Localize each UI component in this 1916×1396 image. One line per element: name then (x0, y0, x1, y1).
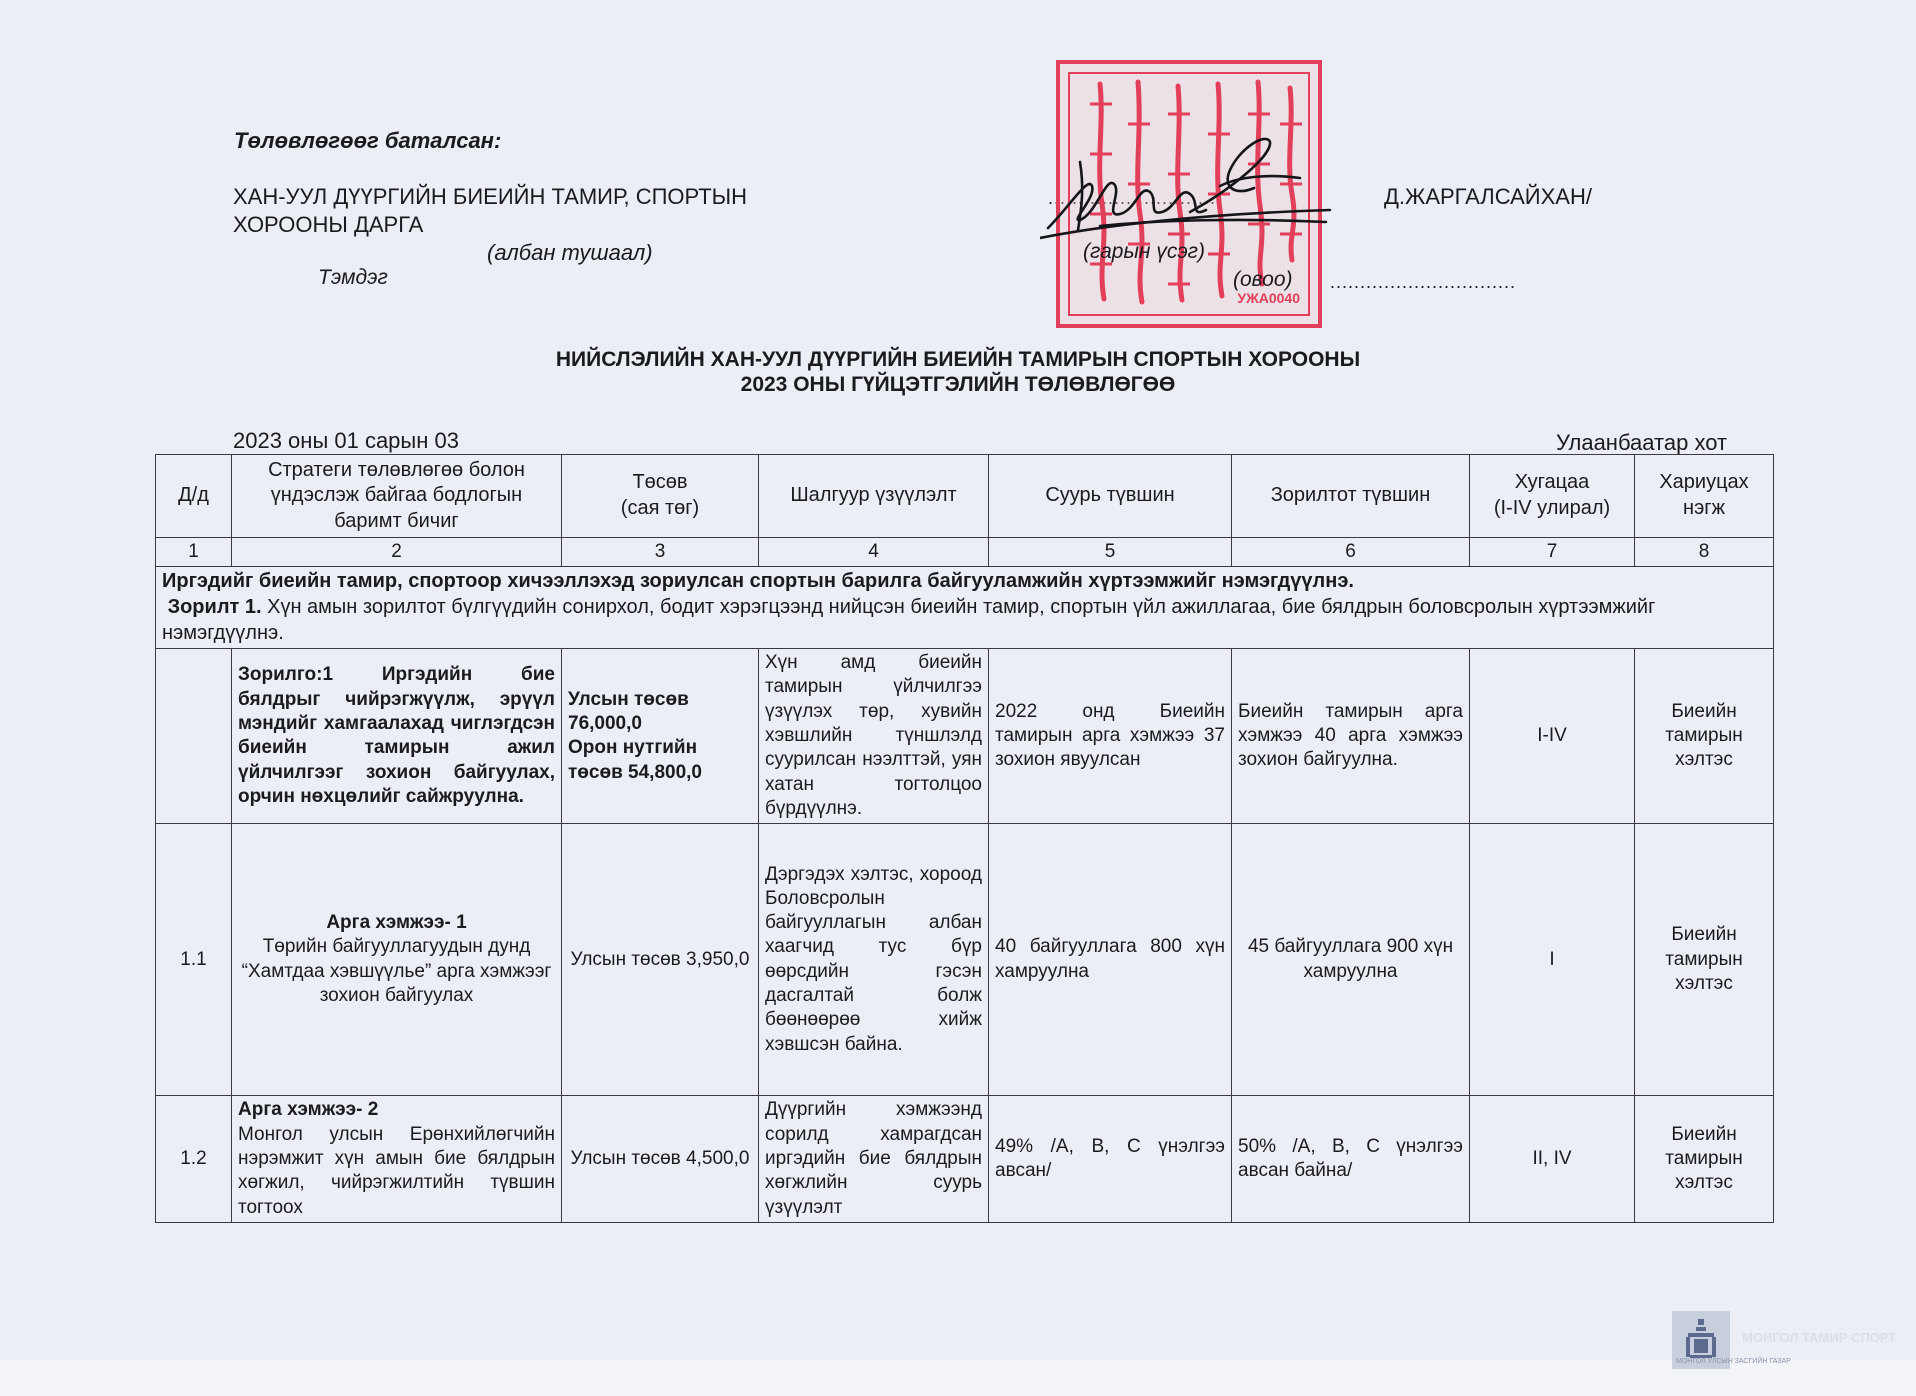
column-number-row (156, 538, 1774, 567)
logo-caption: МОНГОЛ УЛСЫН ЗАСГИЙН ГАЗАР (1676, 1358, 1791, 1365)
goal-row (156, 567, 1774, 649)
header-budget-line2: (сая төг) (620, 497, 700, 519)
row-budget-local: Орон нутгийн төсөв 54,800,0 (568, 737, 703, 783)
row-criteria: Хүн амд биеийн тамирын үйлчилгээ үзүүлэх төр, хувийн хэвшлийн түншлэлд суурилсан нээлттэй, уян хатан тогтолцоо бүрдүүлнэ. (759, 649, 989, 824)
row-budget-state: Улсын төсөв 76,000,0 (568, 688, 689, 734)
row-budget: Улсын төсөв 4,500,0 (562, 1096, 759, 1223)
objective-text: Хүн амын зорилтот бүлгүүдийн сонирхол, бодит хэрэгцээнд нийцсэн биеийн тамир, спортын үйл ажиллагаа, бие бялдрын боловсролын хүртээмжийг нэмэгдүүлнэ. (162, 595, 1656, 644)
row-baseline: 49% /А, В, С үнэлгээ авсан/ (989, 1096, 1232, 1223)
row-strategy-text: Монгол улсын Ерөнхийлөгчийн нэрэмжит хүн амын бие бялдрын хөгжил, чийрэгжилтийн түвшин тогтоох (238, 1123, 555, 1218)
column-number: 3 (562, 538, 759, 567)
row-target: 50% /А, В, С үнэлгээ авсан байна/ (1232, 1096, 1470, 1223)
header-cell: Д/д (156, 455, 232, 538)
row-strategy: Зорилго:1 Иргэдийн бие бялдрыг чийрэгжүүлж, эрүүл мэндийг хамгаалахад чиглэгдсэн биеийн тамирын ажил үйлчилгээг зохион байгуулах, орчин нөхцөлийг сайжруулна. (232, 649, 562, 824)
header-budget-line1: Төсөв (632, 471, 688, 494)
position-label: (албан тушаал) (487, 240, 653, 265)
row-criteria: Дүүргийн хэмжээнд сорилд хамрагдсан иргэдийн бие бялдрын хөгжлийн суурь үзүүлэлт (759, 1096, 989, 1223)
column-number: 1 (156, 538, 232, 567)
column-number: 5 (989, 538, 1232, 567)
row-target: Биеийн тамирын арга хэмжээ 40 арга хэмжээ зохион байгуулна. (1232, 649, 1470, 824)
seal-label: (овоо) (1233, 268, 1293, 291)
header-cell (1470, 455, 1635, 538)
row-period: I-IV (1470, 649, 1635, 824)
plan-table (155, 454, 1774, 1223)
emblem-label: Тэмдэг (318, 266, 388, 289)
scan-bottom-edge (0, 1360, 1916, 1396)
header-period-line1: Хугацаа (1514, 471, 1590, 494)
row-target: 45 байгууллага 900 хүн хамруулна (1232, 824, 1470, 1096)
row-period: II, IV (1470, 1096, 1635, 1223)
signature-label: (гарын үсэг) (1083, 240, 1205, 263)
row-strategy-title: Арга хэмжээ- 2 (238, 1099, 379, 1121)
row-baseline: 40 байгууллага 800 хүн хамруулна (989, 824, 1232, 1096)
document-title-line2: 2023 ОНЫ ГҮЙЦЭТГЭЛИЙН ТӨЛӨВЛӨГӨӨ (740, 373, 1176, 396)
signature-dots: ............................ (1048, 188, 1217, 208)
objective-label: Зорилт 1. (167, 595, 262, 618)
handwritten-signature (1040, 126, 1340, 256)
column-number: 2 (232, 538, 562, 567)
row-unit: Биеийн тамирын хэлтэс (1635, 649, 1774, 824)
row-baseline: 2022 онд Биеийн тамирын арга хэмжээ 37 зохион явуулсан (989, 649, 1232, 824)
watermark-text: МОНГОЛ ТАМИР СПОРТ (1742, 1330, 1897, 1345)
approved-label: Төлөвлөгөөг баталсан: (234, 128, 502, 153)
column-number: 8 (1635, 538, 1774, 567)
table-row (156, 649, 1774, 824)
header-cell (562, 455, 759, 538)
row-budget: Улсын төсөв 3,950,0 (562, 824, 759, 1096)
row-unit: Биеийн тамирын хэлтэс (1635, 824, 1774, 1096)
row-strategy (232, 1096, 562, 1223)
row-id: 1.1 (156, 824, 232, 1096)
column-number: 6 (1232, 538, 1470, 567)
row-strategy-title: Арга хэмжээ- 1 (326, 912, 467, 934)
row-unit: Биеийн тамирын хэлтэс (1635, 1096, 1774, 1223)
goal-cell (156, 567, 1774, 649)
org-title-line2: ХОРООНЫ ДАРГА (233, 212, 424, 237)
document-city: Улаанбаатар хот (1556, 430, 1728, 455)
table-row (156, 824, 1774, 1096)
header-cell: Зорилтот түвшин (1232, 455, 1470, 538)
row-id: 1.2 (156, 1096, 232, 1223)
row-criteria: Дэргэдэх хэлтэс, хороод Боловсролын байгууллагын албан хаагчид тус бүр өөрсдийн гэсэн дасгалтай болж бөөнөөрөө хийж хэвшсэн байна. (759, 824, 989, 1096)
header-period-line2: (I-IV улирал) (1493, 497, 1611, 519)
document-date: 2023 оны 01 сарын 03 (233, 428, 459, 453)
seal-dots: ............................... (1330, 272, 1517, 292)
header-cell: Суурь түвшин (989, 455, 1232, 538)
row-id (156, 649, 232, 824)
header-cell: Хариуцах нэгж (1635, 455, 1774, 538)
column-number: 7 (1470, 538, 1635, 567)
signer-name: Д.ЖАРГАЛСАЙХАН/ (1384, 184, 1592, 209)
row-strategy (232, 824, 562, 1096)
row-strategy-text: Төрийн байгууллагуудын дунд “Хамтдаа хэвшүүлье” арга хэмжээг зохион байгуулах (241, 936, 552, 1007)
row-period: I (1470, 824, 1635, 1096)
goal-text: Иргэдийг биеийн тамир, спортоор хичээллэхэд зориулсан спортын барилга байгууламжийн хүртээмжийг нэмэгдүүлнэ. (162, 570, 1354, 593)
table-header-row (156, 455, 1774, 538)
table-row (156, 1096, 1774, 1223)
row-budget (562, 649, 759, 824)
column-number: 4 (759, 538, 989, 567)
org-title-line1: ХАН-УУЛ ДҮҮРГИЙН БИЕИЙН ТАМИР, СПОРТЫН (233, 184, 748, 209)
header-cell: Шалгуур үзүүлэлт (759, 455, 989, 538)
stamp-code: УЖА0040 (1237, 290, 1300, 306)
document-title-line1: НИЙСЛЭЛИЙН ХАН-УУЛ ДҮҮРГИЙН БИЕИЙН ТАМИРЫН СПОРТЫН ХОРООНЫ (555, 348, 1361, 371)
header-cell: Стратеги төлөвлөгөө болон үндэслэж байгаа бодлогын баримт бичиг (232, 455, 562, 538)
